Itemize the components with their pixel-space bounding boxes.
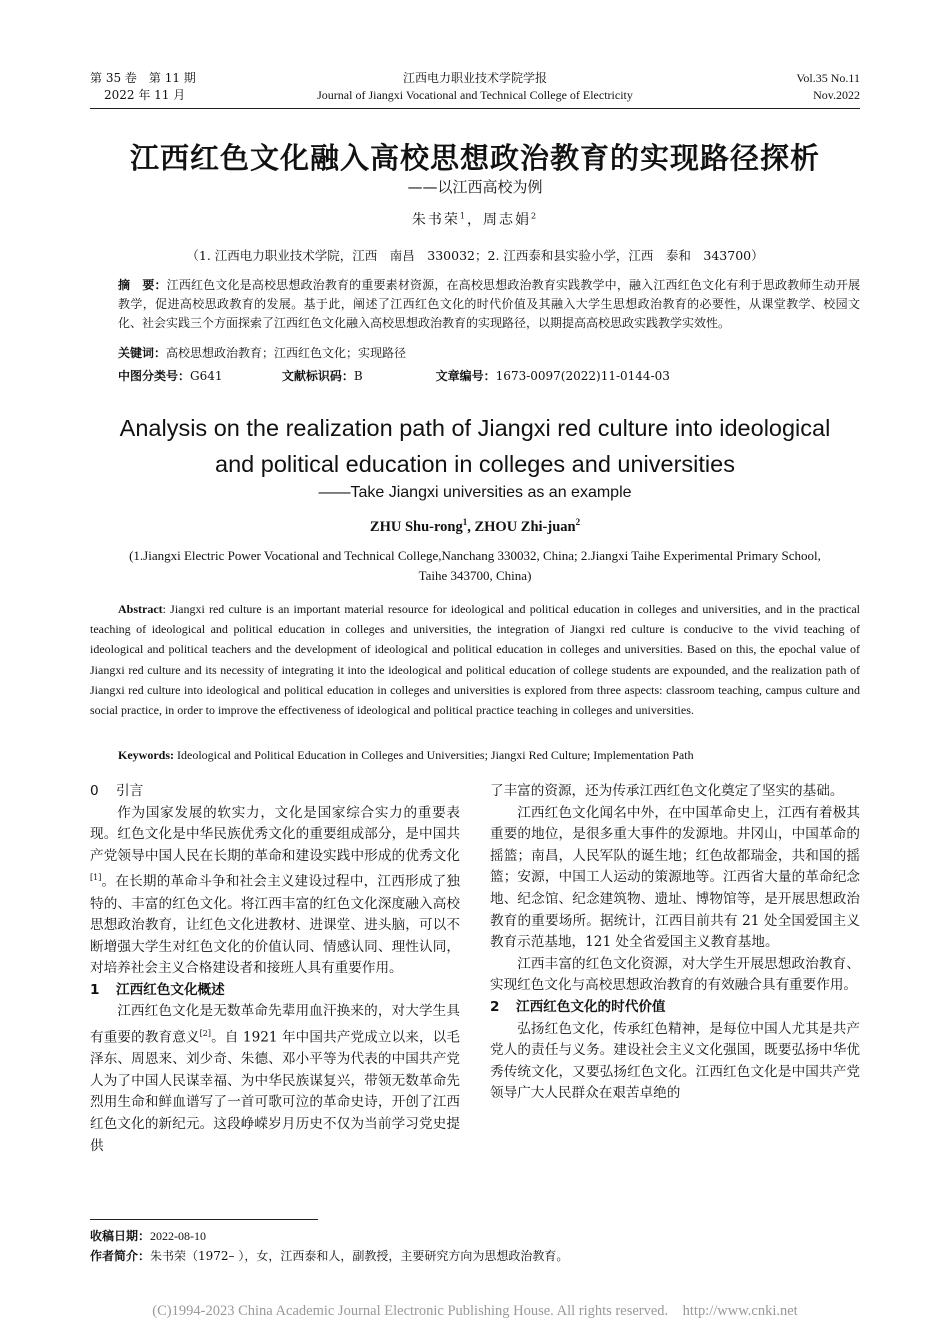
issue-info-en xyxy=(796,70,860,104)
paragraph-text: 。在长期的革命斗争和社会主义建设过程中，江西形成了独特的、丰富的红色文化。将江西丰富的红色文化深度融入高校思想政治教育，让红色文化进教材、进课堂、进头脑，可以不断增强大学生对红色文化的价值认同、情感认同、理性认同，对培养社会主义合格建设者和接班人具有重要作用。 xyxy=(90,873,460,977)
journal-name-cn: 江西电力职业技术学院学报 xyxy=(402,71,547,85)
header-rule xyxy=(90,108,860,109)
author-bio-label: 作者简介： xyxy=(90,1249,151,1263)
paper-title-cn: 江西红色文化融入高校思想政治教育的实现路径探析 xyxy=(129,141,820,175)
paragraph xyxy=(90,803,460,980)
author-separator: ， xyxy=(467,212,483,228)
author-name: 周志娟 xyxy=(483,212,531,228)
paragraph-text: 。自 1921 年中国共产党成立以来，以毛泽东、周恩来、刘少奇、朱德、邓小平等为代表的中国共产党人为了中国人民谋幸福、为中华民族谋复兴，带领无数革命先烈用生命和鲜血谱写了一首可歌可泣的革命史诗，开创了江西红色文化的新纪元。这段峥嵘岁月历史不仅为当前学习党史提供 xyxy=(90,1029,460,1154)
clc-label: 中图分类号： xyxy=(118,369,191,383)
author-name: 朱书荣 xyxy=(411,212,460,228)
keywords-cn xyxy=(118,344,406,361)
abstract-en-label: Abstract xyxy=(118,602,163,616)
section-number: 1 xyxy=(90,981,100,998)
abstract-label: 摘 要： xyxy=(118,278,167,292)
section-heading xyxy=(90,980,460,1002)
section-title: 引言 xyxy=(116,783,144,799)
clc-value: G641 xyxy=(190,369,223,383)
author-name-en: ZHOU Zhi-juan xyxy=(474,518,576,535)
affiliations-cn: （1. 江西电力职业技术学院，江西 南昌 330032；2. 江西泰和县实验小学，江西 泰和 343700） xyxy=(186,248,764,263)
section-heading xyxy=(90,781,460,803)
paragraph: 江西红色文化闻名中外，在中国革命史上，江西有着极其重要的地位，是很多重大事件的发源地。井冈山，中国革命的摇篮；南昌，人民军队的诞生地；红色故都瑞金，共和国的摇篮；安源，中国工人运动的策源地等。江西省大量的革命纪念地、纪念馆、纪念建筑物、遗址、博物馆等，是开展思想政治教育的重要场所。据统计，江西目前共有 21 处全国爱国主义教育示范基地，121 处全省爱国主义教育基地。 xyxy=(490,804,860,951)
paragraph-text: 江西红色文化是无数革命先辈用血汗换来的，对大学生具有重要的教育意义 xyxy=(90,1003,460,1046)
footnote-rule xyxy=(90,1219,318,1220)
affiliations-en xyxy=(90,546,860,586)
document-code xyxy=(282,367,432,384)
author-affil-mark: 1 xyxy=(462,517,468,527)
authors-cn xyxy=(0,209,950,229)
keywords-label: 关键词： xyxy=(118,346,167,360)
abstract-en-text: : Jiangxi red culture is an important material resource for ideological and political education in colleges and universities, and in the practical teaching of ideological and political education in colleges and universities, the integration of Jiangxi red culture is conducive to the vivid teaching of ideological and political teachers and the development of ideological and political education in colleges and universities. Based on this, the epochal value of Jiangxi red culture and its necessity of integrating it into the ideological and political education of college students are expounded, and the realization path of Jiangxi red culture into ideological and political education in colleges and universities is explored from three aspects: classroom teaching, campus culture and social practice, in order to improve the effectiveness of ideological and political practice teaching in colleges and universities. xyxy=(90,602,860,718)
abstract-en xyxy=(90,599,860,720)
keywords-text: 高校思想政治教育；江西红色文化；实现路径 xyxy=(166,346,407,360)
paper-subtitle-en: ——Take Jiangxi universities as an example xyxy=(318,484,632,501)
art-value: 1673-0097(2022)11-0144-03 xyxy=(495,369,670,383)
copyright-watermark: (C)1994-2023 China Academic Journal Electronic Publishing House. All rights reserved. http://www.cnki.net xyxy=(152,1303,798,1319)
received-label: 收稿日期： xyxy=(90,1229,151,1243)
paragraph: 江西丰富的红色文化资源，对大学生开展思想政治教育、实现红色文化与高校思想政治教育的有效融合具有重要作用。 xyxy=(490,955,860,994)
author-bio-text: 朱书荣（1972– ），女，江西泰和人，副教授，主要研究方向为思想政治教育。 xyxy=(150,1249,569,1263)
issue-date: 2022 年 11 月 xyxy=(104,88,186,102)
author-name-en: ZHU Shu-rong xyxy=(369,518,463,535)
keywords-en xyxy=(118,748,860,763)
author-affil-mark: 2 xyxy=(531,211,539,221)
paragraph: 弘扬红色文化，传承红色精神，是每位中国人尤其是共产党人的责任与义务。建设社会主义文化强国，既要弘扬中华优秀传统文化，又要弘扬红色文化。江西红色文化是中国共产党领导广大人民群众在艰苦卓绝的 xyxy=(490,1020,860,1102)
doc-label: 文献标识码： xyxy=(281,369,354,383)
article-number xyxy=(436,367,670,384)
author-bio xyxy=(90,1247,860,1264)
section-title: 江西红色文化概述 xyxy=(116,981,225,998)
paper-title-en-line2: and political education in colleges and universities xyxy=(215,451,735,477)
paragraph: 了丰富的资源，还为传承江西红色文化奠定了坚实的基础。 xyxy=(490,783,844,799)
issue-date-en: Nov.2022 xyxy=(813,88,860,102)
section-heading xyxy=(490,997,860,1019)
doc-value: B xyxy=(353,369,363,383)
paper-title-en-line1: Analysis on the realization path of Jiangxi red culture into ideological xyxy=(119,415,831,441)
paper-title-en xyxy=(0,410,950,482)
keywords-en-text: Ideological and Political Education in Colleges and Universities; Jiangxi Red Culture; Implementation Path xyxy=(174,748,694,762)
clc-number xyxy=(118,367,278,384)
volume-issue: 第 35 卷 第 11 期 xyxy=(90,71,196,85)
abstract-cn xyxy=(118,276,860,333)
running-header xyxy=(0,70,950,106)
abstract-text: 江西红色文化是高校思想政治教育的重要素材资源，在高校思想政治教育实践教学中，融入江西红色文化有利于思政教师生动开展教学，促进高校思政教育的发展。基于此，阐述了江西红色文化的时代价值及其融入大学生思想政治教育的必要性，从课堂教学、校园文化、社会实践三个方面探索了江西红色文化融入高校思想政治教育的实现路径，以期提高高校思政实践教学实效性。 xyxy=(118,278,860,330)
received-value: 2022-08-10 xyxy=(150,1229,207,1243)
affiliations-en-line1: (1.Jiangxi Electric Power Vocational and Technical College,Nanchang 330032, China; 2.Jiangxi Taihe Experimental Primary School, xyxy=(129,548,821,563)
journal-name-en: Journal of Jiangxi Vocational and Technical College of Electricity xyxy=(317,88,633,102)
author-affil-mark: 2 xyxy=(575,517,581,527)
classification-line xyxy=(118,367,860,384)
section-number: 0 xyxy=(90,783,99,799)
author-affil-mark: 1 xyxy=(459,211,467,221)
art-label: 文章编号： xyxy=(435,369,496,383)
volume-issue-en: Vol.35 No.11 xyxy=(796,71,860,85)
section-title: 江西红色文化的时代价值 xyxy=(516,998,666,1015)
keywords-en-label: Keywords: xyxy=(118,748,174,762)
affiliations-en-line2: Taihe 343700, China) xyxy=(418,568,532,583)
paragraph xyxy=(90,1001,460,1157)
received-date xyxy=(90,1227,860,1244)
body-column-right xyxy=(490,781,860,1105)
section-number: 2 xyxy=(490,998,500,1015)
citation: [1] xyxy=(90,873,102,883)
citation: [2] xyxy=(199,1029,211,1039)
body-column-left xyxy=(90,781,460,1157)
paragraph-text: 作为国家发展的软实力，文化是国家综合实力的重要表现。红色文化是中华民族优秀文化的重要组成部分，是中国共产党领导中国人民在长期的革命和建设实践中形成的优秀文化 xyxy=(90,804,460,864)
authors-en xyxy=(0,517,950,536)
author-separator: , xyxy=(467,518,475,535)
paper-subtitle-cn: ——以江西高校为例 xyxy=(407,178,543,196)
